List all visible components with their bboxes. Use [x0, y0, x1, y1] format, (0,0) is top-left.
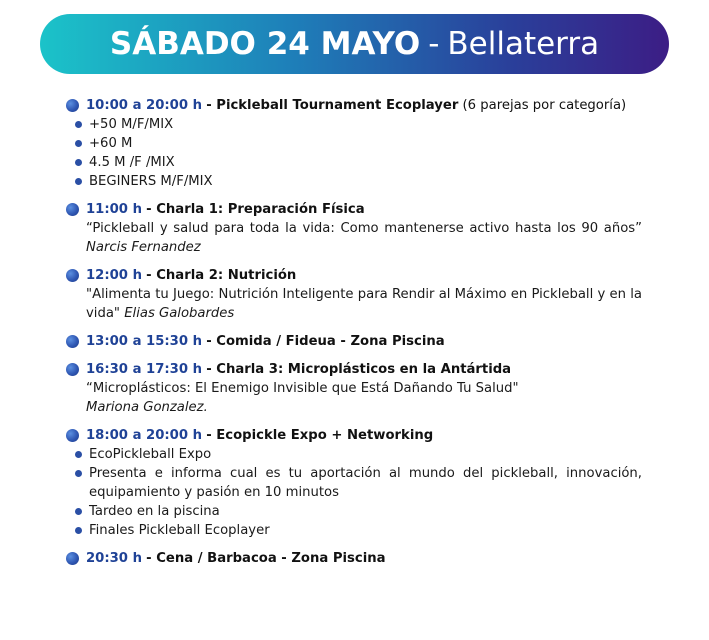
list-item	[75, 153, 642, 172]
dot-icon	[75, 451, 82, 458]
entry-description	[86, 379, 642, 417]
entry-title: - Charla 2: Nutrición	[146, 268, 297, 283]
list-item	[75, 521, 642, 540]
header-date: SÁBADO 24 MAYO	[109, 26, 421, 62]
entry-description	[86, 285, 642, 323]
activity-list	[75, 445, 642, 540]
dot-icon	[75, 159, 82, 166]
dot-icon	[75, 508, 82, 515]
talk-quote: “Pickleball y salud para toda la vida: Como mantenerse activo hasta los 90 años”	[86, 221, 642, 236]
bullet-icon	[66, 99, 79, 112]
bullet-icon	[66, 269, 79, 282]
agenda-entry	[66, 266, 642, 323]
dot-icon	[75, 140, 82, 147]
dot-icon	[75, 121, 82, 128]
agenda-list	[66, 96, 642, 568]
entry-header	[86, 426, 642, 445]
talk-quote: "Alimenta tu Juego: Nutrición Inteligente para Rendir al Máximo en Pickleball y en la vida"	[86, 287, 642, 321]
entry-header	[86, 360, 642, 379]
list-item-text: BEGINERS M/F/MIX	[89, 174, 213, 189]
dot-icon	[75, 178, 82, 185]
entry-header	[86, 332, 642, 351]
agenda-entry	[66, 549, 642, 568]
list-item	[75, 115, 642, 134]
entry-title: - Comida / Fideua - Zona Piscina	[206, 334, 445, 349]
agenda-entry	[66, 200, 642, 257]
entry-title: - Charla 3: Microplásticos en la Antártida	[206, 362, 512, 377]
bullet-icon	[66, 203, 79, 216]
entry-header	[86, 266, 642, 285]
entry-title: - Charla 1: Preparación Física	[146, 202, 365, 217]
entry-title: - Cena / Barbacoa - Zona Piscina	[146, 551, 386, 566]
speaker-name: Narcis Fernandez	[86, 240, 201, 255]
entry-title: - Pickleball Tournament Ecoplayer	[206, 98, 459, 113]
list-item	[75, 134, 642, 153]
dot-icon	[75, 527, 82, 534]
dot-icon	[75, 470, 82, 477]
agenda-entry	[66, 96, 642, 191]
entry-header	[86, 96, 642, 115]
bullet-icon	[66, 335, 79, 348]
bullet-icon	[66, 429, 79, 442]
list-item-text: +60 M	[89, 136, 133, 151]
agenda-entry	[66, 332, 642, 351]
speaker-name: Mariona Gonzalez.	[86, 400, 208, 415]
list-item-text: Presenta e informa cual es tu aportación al mundo del pickleball, innovación, equipamiento y pasión en 10 minutos	[89, 466, 642, 500]
list-item	[75, 464, 642, 502]
entry-time: 10:00 a 20:00 h	[86, 98, 203, 113]
list-item-text: Finales Pickleball Ecoplayer	[89, 523, 270, 538]
list-item-text: +50 M/F/MIX	[89, 117, 174, 132]
speaker-name: Elias Galobardes	[124, 306, 235, 321]
list-item-text: 4.5 M /F /MIX	[89, 155, 175, 170]
agenda-entry	[66, 426, 642, 540]
entry-time: 12:00 h	[86, 268, 142, 283]
list-item	[75, 445, 642, 464]
list-item	[75, 172, 642, 191]
list-item-text: EcoPickleball Expo	[89, 447, 212, 462]
list-item	[75, 502, 642, 521]
header-location: Bellaterra	[447, 26, 600, 62]
category-list	[75, 115, 642, 191]
bullet-icon	[66, 552, 79, 565]
entry-time: 13:00 a 15:30 h	[86, 334, 203, 349]
bullet-icon	[66, 363, 79, 376]
entry-description	[86, 219, 642, 257]
talk-quote: “Microplásticos: El Enemigo Invisible que Está Dañando Tu Salud"	[86, 381, 519, 396]
entry-time: 18:00 a 20:00 h	[86, 428, 203, 443]
entry-time: 20:30 h	[86, 551, 142, 566]
entry-header	[86, 200, 642, 219]
list-item-text: Tardeo en la piscina	[89, 504, 220, 519]
day-header-banner	[40, 14, 669, 74]
entry-title: - Ecopickle Expo + Networking	[206, 428, 434, 443]
agenda-entry	[66, 360, 642, 417]
entry-time: 16:30 a 17:30 h	[86, 362, 203, 377]
entry-time: 11:00 h	[86, 202, 142, 217]
header-separator: -	[428, 26, 440, 62]
entry-header	[86, 549, 642, 568]
entry-note: (6 parejas por categoría)	[462, 98, 627, 113]
